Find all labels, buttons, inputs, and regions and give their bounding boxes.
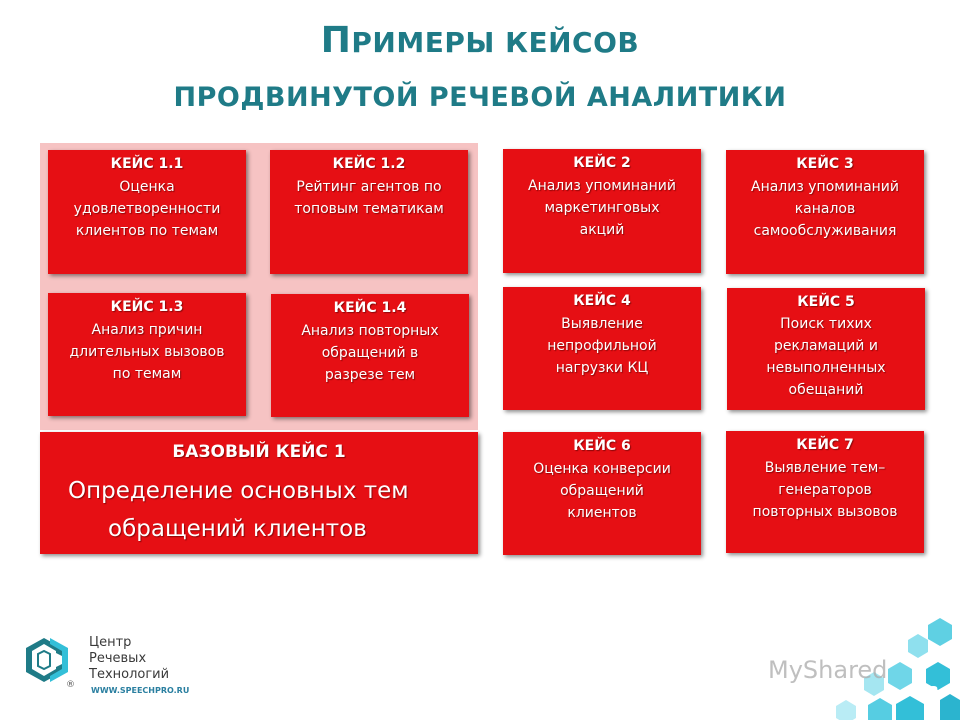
case-2-title: КЕЙС 2 [573,155,631,171]
case-1-4-text [271,320,469,386]
case-text-line: Анализ причин [91,322,203,338]
logo-url: WWW.SPEECHPRO.RU [91,686,190,695]
case-4-text [503,313,701,379]
case-1-1-text [48,176,246,242]
base-case-text-line1: Определение основных тем [68,478,409,504]
case-text-line: рекламаций и [774,338,878,354]
registered-mark: ® [66,680,75,690]
base-case-text-line2: обращений клиентов [108,516,367,542]
case-text-line: акций [579,222,625,238]
case-5-text [727,313,925,401]
base-case-box [40,432,478,554]
case-text-line: самообслуживания [753,223,897,239]
case-text-line: по темам [112,366,182,382]
slide-title-line2: ПРОДВИНУТОЙ РЕЧЕВОЙ АНАЛИТИКИ [173,82,787,113]
case-5-box [727,288,925,410]
page-number: 23 [918,683,939,701]
case-text-line: Анализ упоминаний [528,178,676,194]
case-text-line: разрезе тем [324,367,416,383]
case-text-line: нагрузки КЦ [555,360,649,376]
case-1-1-title: КЕЙС 1.1 [110,156,184,172]
case-1-4-title: КЕЙС 1.4 [333,300,407,316]
case-3-text [726,176,924,242]
case-7-text [726,457,924,523]
case-7-box [726,431,924,553]
case-7-title: КЕЙС 7 [796,437,854,453]
case-1-2-text [270,176,468,220]
case-text-line: Оценка конверсии [533,461,671,477]
case-text-line: Рейтинг агентов по [296,179,442,195]
case-text-line: топовым тематикам [294,201,444,217]
case-4-box [503,287,701,410]
case-text-line: длительных вызовов [69,344,225,360]
case-text-line: обращений в [321,345,419,361]
case-1-3-text [48,319,246,385]
case-4-title: КЕЙС 4 [573,293,631,309]
logo-text-line1: Центр [89,635,132,650]
case-text-line: Анализ повторных [301,323,439,339]
logo-text-line3: Технологий [89,667,170,682]
case-6-box [503,432,701,555]
case-2-text [503,175,701,241]
base-case-title: БАЗОВЫЙ КЕЙС 1 [172,442,346,462]
case-text-line: Выявление тем– [764,460,886,476]
title-initial-letter: П [320,20,352,61]
case-5-title: КЕЙС 5 [797,294,855,310]
case-text-line: каналов [794,201,856,217]
case-text-line: клиентов по темам [75,223,219,239]
case-6-title: КЕЙС 6 [573,438,631,454]
case-text-line: повторных вызовов [752,504,898,520]
case-3-title: КЕЙС 3 [796,156,854,172]
slide-title-line1 [0,20,960,61]
case-text-line: обещаний [788,382,864,398]
case-text-line: клиентов [567,505,637,521]
case-2-box [503,149,701,273]
case-1-3-box [48,293,246,416]
case-3-box [726,150,924,274]
case-1-2-title: КЕЙС 1.2 [332,156,406,172]
logo-text-line2: Речевых [89,651,147,666]
myshared-watermark: MyShared [768,656,888,684]
case-text-line: Оценка [119,179,175,195]
case-text-line: Поиск тихих [780,316,872,332]
case-text-line: генераторов [778,482,872,498]
case-text-line: непрофильной [547,338,657,354]
case-text-line: удовлетворенности [73,201,221,217]
case-1-1-box [48,150,246,274]
case-1-3-title: КЕЙС 1.3 [110,299,184,315]
case-text-line: Выявление [561,316,643,332]
case-text-line: маркетинговых [544,200,660,216]
case-text-line: обращений [560,483,644,499]
title-line1-rest: РИМЕРЫ КЕЙСОВ [351,26,640,59]
case-1-2-box [270,150,468,274]
case-text-line: невыполненных [766,360,886,376]
case-6-text [503,458,701,524]
case-text-line: Анализ упоминаний [751,179,899,195]
case-1-4-box [271,294,469,417]
